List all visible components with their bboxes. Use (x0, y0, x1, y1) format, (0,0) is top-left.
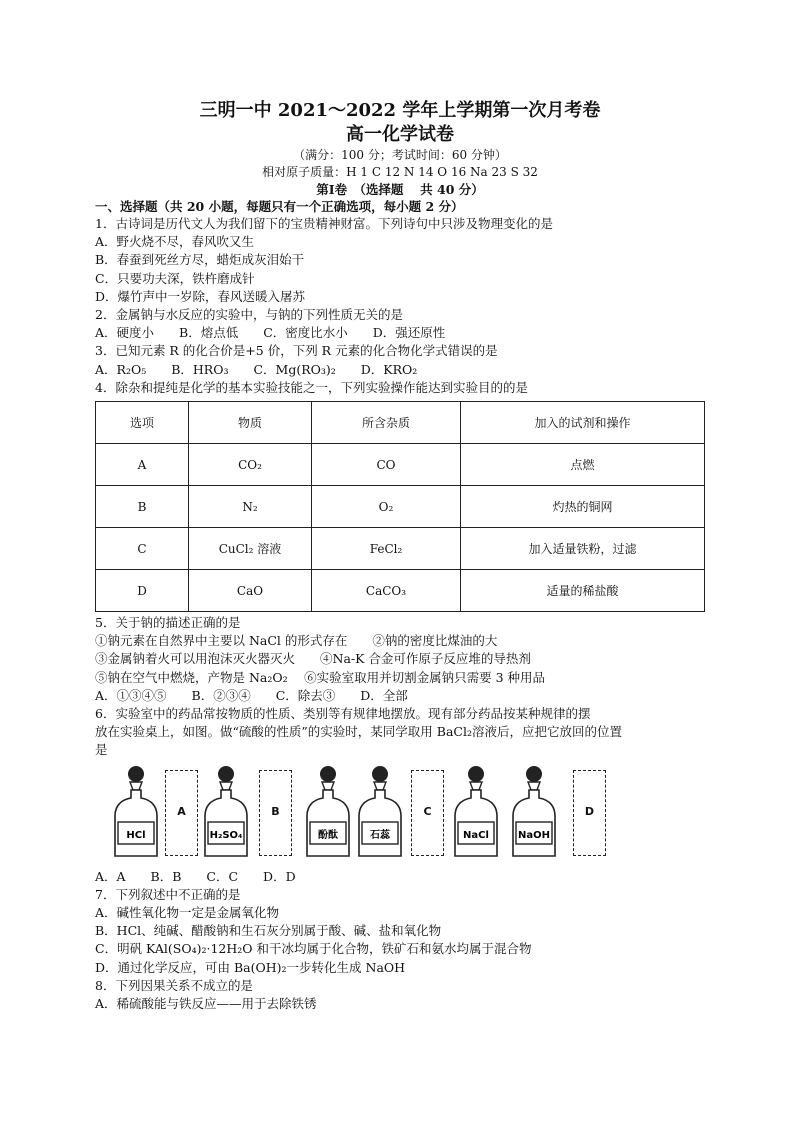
slot-a (165, 770, 198, 856)
reagent-bottle-icon (509, 764, 559, 860)
slot-b (259, 770, 292, 856)
slot-label: C (423, 804, 432, 818)
reagent-bottle-icon (355, 764, 405, 860)
q5-options: A．①③④⑤ B．②③④ C．除去③ D．全部 (95, 687, 408, 703)
table-cell: 加入适量铁粉，过滤 (461, 528, 705, 570)
q5-line-1: ①钠元素在自然界中主要以 NaCl 的形式存在 ②钠的密度比煤油的大 (95, 633, 498, 649)
table-cell: 灼热的铜网 (461, 486, 705, 528)
reagent-bottle-icon (451, 764, 501, 860)
slot-c (411, 770, 444, 856)
q1-option-b: B．春蚕到死丝方尽，蜡炬成灰泪始干 (95, 252, 305, 268)
slot-d (573, 770, 606, 856)
q6-stem-2: 放在实验桌上，如图。做“硫酸的性质”的实验时，某同学取用 BaCl₂溶液后，应把它放回的位置 (95, 724, 622, 740)
q8-option-a: A．稀硫酸能与铁反应——用于去除铁锈 (95, 996, 317, 1012)
table-cell: CO₂ (189, 444, 312, 486)
q6-options: A．A B．B C．C D．D (95, 868, 296, 884)
bottle-label: H₂SO₄ (209, 829, 243, 841)
q7-option-a: A．碱性氧化物一定是金属氧化物 (95, 905, 280, 921)
q1-option-a: A．野火烧不尽，春风吹又生 (95, 234, 255, 250)
q3-options: A．R₂O₅ B．HRO₃ C．Mg(RO₃)₂ D．KRO₂ (95, 361, 418, 377)
table-header: 所含杂质 (312, 402, 461, 444)
table-cell: FeCl₂ (312, 528, 461, 570)
table-row (96, 528, 705, 570)
bottle-label: 石蕊 (370, 829, 390, 841)
q5-line-3: ⑤钠在空气中燃烧，产物是 Na₂O₂ ⑥实验室取用并切割金属钠只需要 3 种用品 (95, 669, 546, 685)
q7-option-d: D．通过化学反应，可由 Ba(OH)₂一步转化生成 NaOH (95, 959, 406, 975)
table-cell: A (96, 444, 189, 486)
table-cell: 适量的稀盐酸 (461, 570, 705, 612)
q8-stem: 8．下列因果关系不成立的是 (95, 977, 253, 993)
q5-line-2: ③金属钠着火可以用泡沫灭火器灭火 ④Na-K 合金可作原子反应堆的导热剂 (95, 651, 531, 667)
reagent-shelf-figure (95, 764, 705, 862)
table-cell: D (96, 570, 189, 612)
slot-label: D (584, 804, 595, 818)
reagent-bottle-icon (201, 764, 251, 860)
bottle-label: HCl (126, 829, 146, 841)
table-header: 加入的试剂和操作 (461, 402, 705, 444)
table-cell: CuCl₂ 溶液 (189, 528, 312, 570)
bottle-label: 酚酞 (318, 829, 338, 841)
q1-stem: 1．古诗词是历代文人为我们留下的宝贵精神财富。下列诗句中只涉及物理变化的是 (95, 216, 553, 231)
table-cell: O₂ (312, 486, 461, 528)
q6-stem-3: 是 (95, 742, 108, 758)
bottle-label: NaCl (463, 829, 489, 841)
table-cell: N₂ (189, 486, 312, 528)
table-header-row (96, 402, 705, 444)
exam-title: 三明一中 2021～2022 学年上学期第一次月考卷 (199, 100, 601, 121)
table-cell: CaCO₃ (312, 570, 461, 612)
q6-stem-1: 6．实验室中的药品常按物质的性质、类别等有规律地摆放。现有部分药品按某种规律的摆 (95, 706, 591, 722)
q7-option-b: B．HCl、纯碱、醋酸钠和生石灰分别属于酸、碱、盐和氧化物 (95, 923, 442, 939)
table-row (96, 444, 705, 486)
q2-options: A．硬度小 B．熔点低 C．密度比水小 D．强还原性 (95, 325, 446, 341)
table-cell: CaO (189, 570, 312, 612)
reagent-bottle-icon (303, 764, 353, 860)
slot-label: A (177, 804, 186, 818)
q4-stem: 4．除杂和提纯是化学的基本实验技能之一，下列实验操作能达到实验目的的是 (95, 379, 528, 395)
q7-option-c: C．明矾 KAl(SO₄)₂·12H₂O 和干冰均属于化合物，铁矿石和氨水均属于混合物 (95, 941, 532, 957)
table-cell: B (96, 486, 189, 528)
section-heading: 一、选择题（共 20 小题，每题只有一个正确选项，每小题 2 分） (95, 199, 464, 214)
slot-label: B (271, 804, 280, 818)
bottle-label: NaOH (518, 829, 550, 841)
q1-option-c: C．只要功夫深，铁杵磨成针 (95, 270, 255, 286)
q3-stem: 3．已知元素 R 的化合价是+5 价，下列 R 元素的化合物化学式错误的是 (95, 343, 498, 359)
table-cell: C (96, 528, 189, 570)
atomic-mass: 相对原子质量：H 1 C 12 N 14 O 16 Na 23 S 32 (262, 165, 538, 179)
q7-stem: 7．下列叙述中不正确的是 (95, 886, 241, 902)
table-cell: 点燃 (461, 444, 705, 486)
q2-stem: 2．金属钠与水反应的实验中，与钠的下列性质无关的是 (95, 307, 403, 323)
part-heading: 第Ⅰ卷 （选择题 共 40 分） (316, 182, 484, 197)
q4-table (95, 401, 705, 612)
table-row (96, 486, 705, 528)
reagent-bottle-icon (111, 764, 161, 860)
table-cell: CO (312, 444, 461, 486)
exam-page (95, 95, 705, 1013)
table-header: 选项 (96, 402, 189, 444)
table-row (96, 570, 705, 612)
exam-info: （满分：100 分；考试时间：60 分钟） (293, 148, 507, 162)
table-header: 物质 (189, 402, 312, 444)
q5-stem: 5．关于钠的描述正确的是 (95, 615, 241, 631)
exam-subtitle: 高一化学试卷 (346, 124, 454, 145)
q1-option-d: D．爆竹声中一岁除，春风送暖入屠苏 (95, 288, 306, 304)
